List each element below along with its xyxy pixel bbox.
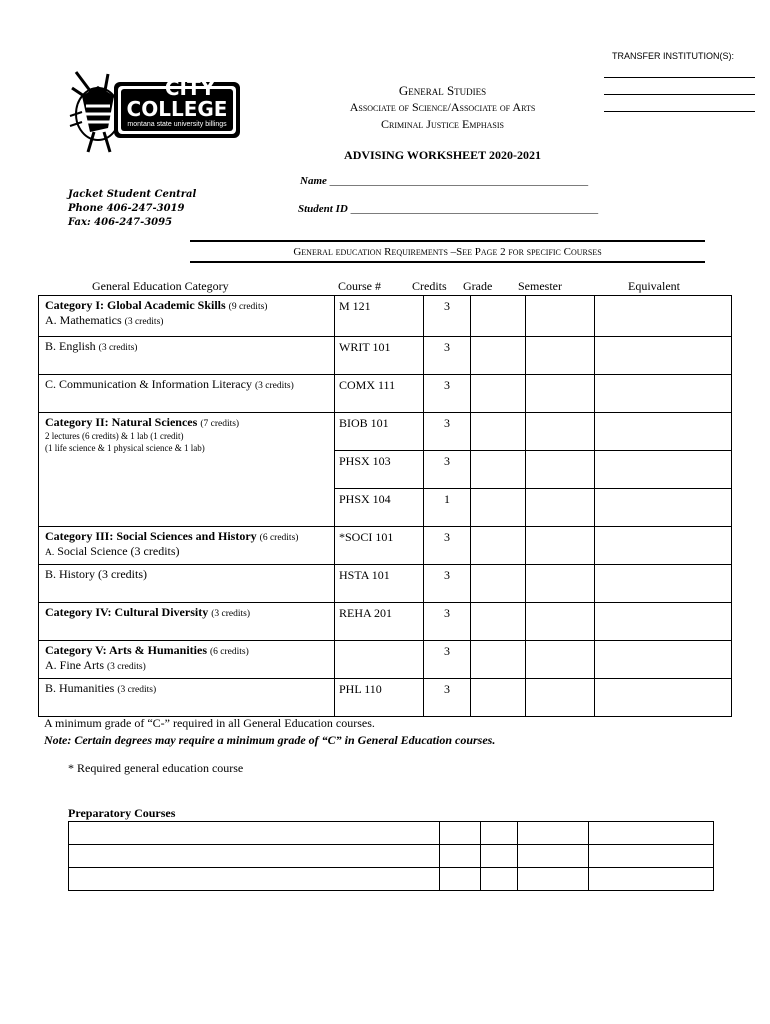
category-credits: (6 credits) [259, 533, 299, 543]
table-row [39, 527, 732, 565]
semester-cell[interactable] [526, 451, 595, 489]
credits-cell: 3 [424, 527, 471, 565]
header-course: Course # [338, 279, 381, 293]
table-row [39, 679, 732, 717]
degree-grade-note: Note: Certain degrees may require a minimum grade of “C” in General Education courses. [44, 733, 496, 747]
category-note: 2 lectures (6 credits) & 1 lab (1 credit) [45, 431, 184, 441]
prep-semester-cell[interactable] [518, 822, 589, 845]
table-row [69, 822, 714, 845]
credits-cell: 3 [424, 337, 471, 375]
prep-semester-cell[interactable] [518, 845, 589, 868]
table-row [69, 868, 714, 891]
student-id-field[interactable] [298, 203, 598, 215]
course-cell: COMX 111 [335, 375, 424, 413]
transfer-line-1[interactable] [604, 77, 755, 78]
category-title: Category III: Social Sciences and History [45, 529, 257, 543]
category-cell [39, 375, 335, 413]
contact-block [68, 188, 196, 230]
table-row [39, 603, 732, 641]
category-credits: (9 credits) [228, 302, 268, 312]
student-id-label: Student ID [298, 203, 348, 215]
prep-course-cell[interactable] [69, 868, 440, 891]
table-row [39, 641, 732, 679]
course-cell: *SOCI 101 [335, 527, 424, 565]
credits-cell: 3 [424, 565, 471, 603]
category-cell [39, 603, 335, 641]
emphasis-title: Criminal Justice Emphasis [381, 117, 504, 131]
grade-cell[interactable] [471, 413, 526, 451]
semester-cell[interactable] [526, 413, 595, 451]
required-course-note: * Required general education course [68, 761, 244, 775]
equivalent-cell[interactable] [595, 375, 732, 413]
section-rule-top [190, 240, 705, 242]
credits-cell: 3 [424, 603, 471, 641]
prep-grade-cell[interactable] [481, 868, 518, 891]
section-rule-bottom [190, 261, 705, 263]
prep-grade-cell[interactable] [481, 822, 518, 845]
subcategory-label: B. Humanities [45, 681, 115, 695]
program-title: General Studies [398, 83, 487, 98]
semester-cell[interactable] [526, 565, 595, 603]
category-cell [39, 565, 335, 603]
office-name: Jacket Student Central [68, 189, 197, 200]
equivalent-cell[interactable] [595, 641, 732, 679]
transfer-line-3[interactable] [604, 111, 755, 112]
category-credits: (7 credits) [200, 419, 240, 429]
worksheet-title: ADVISING WORKSHEET 2020-2021 [344, 148, 541, 162]
header-category: General Education Category [92, 279, 229, 293]
course-cell: PHSX 104 [335, 489, 424, 527]
course-cell: PHL 110 [335, 679, 424, 717]
table-row [39, 337, 732, 375]
city-college-logo [68, 66, 243, 156]
prep-credits-cell[interactable] [440, 845, 481, 868]
prep-equivalent-cell[interactable] [589, 822, 714, 845]
transfer-institution-label: TRANSFER INSTITUTION(S): [612, 51, 734, 61]
credits-cell: 3 [424, 641, 471, 679]
category-cell [39, 527, 335, 565]
category-credits: (6 credits) [210, 647, 249, 657]
category-cell [39, 679, 335, 717]
equivalent-cell[interactable] [595, 451, 732, 489]
logo-city-text: CITY [164, 76, 216, 100]
preparatory-courses-title: Preparatory Courses [68, 806, 176, 820]
category-title: Category I: Global Academic Skills [45, 298, 226, 312]
prep-credits-cell[interactable] [440, 868, 481, 891]
course-cell: PHSX 103 [335, 451, 424, 489]
table-row [39, 565, 732, 603]
program-title-block [300, 82, 585, 133]
subcategory-label: C. Communication & Information Literacy [45, 377, 252, 391]
subcategory-credits: (3 credits) [124, 317, 164, 327]
name-blank: _______________________________________________ [329, 175, 589, 187]
credits-cell: 3 [424, 413, 471, 451]
name-label: Name [300, 175, 327, 187]
subcategory-label: A. Mathematics [45, 313, 122, 327]
table-row [39, 413, 732, 451]
logo-college-text: COLLEGE [126, 97, 228, 121]
preparatory-table [68, 821, 714, 891]
table-row [69, 845, 714, 868]
name-field[interactable] [300, 175, 588, 187]
semester-cell[interactable] [526, 641, 595, 679]
category-cell [39, 296, 335, 337]
grade-cell[interactable] [471, 337, 526, 375]
grade-cell[interactable] [471, 296, 526, 337]
semester-cell[interactable] [526, 527, 595, 565]
course-cell: BIOB 101 [335, 413, 424, 451]
header-semester: Semester [518, 279, 562, 293]
prep-grade-cell[interactable] [481, 845, 518, 868]
header-grade: Grade [463, 279, 493, 293]
table-row [39, 375, 732, 413]
phone-number: Phone 406-247-3019 [68, 203, 185, 214]
course-cell: REHA 201 [335, 603, 424, 641]
semester-cell[interactable] [526, 337, 595, 375]
min-grade-note: A minimum grade of “C-” required in all General Education courses. [44, 716, 375, 730]
semester-cell[interactable] [526, 489, 595, 527]
prep-equivalent-cell[interactable] [589, 868, 714, 891]
prep-course-cell[interactable] [69, 845, 440, 868]
semester-cell[interactable] [526, 375, 595, 413]
prep-semester-cell[interactable] [518, 868, 589, 891]
logo-tagline: montana state university billings [127, 121, 227, 128]
header-credits: Credits [412, 279, 447, 293]
subcategory-credits: (3 credits) [98, 343, 138, 353]
grade-cell[interactable] [471, 641, 526, 679]
fax-number: Fax: 406-247-3095 [68, 217, 173, 228]
grade-cell[interactable] [471, 527, 526, 565]
equivalent-cell[interactable] [595, 337, 732, 375]
equivalent-cell[interactable] [595, 527, 732, 565]
equivalent-cell[interactable] [595, 413, 732, 451]
category-cell [39, 337, 335, 375]
category-title: Category IV: Cultural Diversity [45, 605, 209, 619]
subcategory-credits: (3 credits) [117, 685, 157, 695]
grade-cell[interactable] [471, 679, 526, 717]
equivalent-cell[interactable] [595, 296, 732, 337]
course-cell: M 121 [335, 296, 424, 337]
course-cell: WRIT 101 [335, 337, 424, 375]
subcategory-prefix: A. [45, 548, 55, 558]
prep-credits-cell[interactable] [440, 822, 481, 845]
semester-cell[interactable] [526, 296, 595, 337]
grade-cell[interactable] [471, 489, 526, 527]
semester-cell[interactable] [526, 679, 595, 717]
student-id-blank: _____________________________________________ [350, 203, 599, 215]
subcategory-label: B. History (3 credits) [45, 567, 147, 581]
semester-cell[interactable] [526, 603, 595, 641]
grade-cell[interactable] [471, 375, 526, 413]
header-equivalent: Equivalent [628, 279, 680, 293]
prep-course-cell[interactable] [69, 822, 440, 845]
category-note: (1 life science & 1 physical science & 1 lab) [45, 443, 205, 453]
credits-cell: 3 [424, 375, 471, 413]
subcategory-label: Social Science (3 credits) [57, 544, 180, 558]
course-cell: HSTA 101 [335, 565, 424, 603]
category-credits: (3 credits) [211, 609, 250, 619]
table-row [39, 296, 732, 337]
requirements-table [38, 295, 732, 717]
subcategory-label: B. English [45, 339, 96, 353]
transfer-line-2[interactable] [604, 94, 755, 95]
course-cell[interactable] [335, 641, 424, 679]
equivalent-cell[interactable] [595, 679, 732, 717]
subcategory-label: A. Fine Arts [45, 658, 105, 672]
category-title: Category II: Natural Sciences [45, 415, 198, 429]
grade-cell[interactable] [471, 565, 526, 603]
category-title: Category V: Arts & Humanities [45, 643, 207, 657]
equivalent-cell[interactable] [595, 565, 732, 603]
credits-cell: 3 [424, 679, 471, 717]
credits-cell: 3 [424, 451, 471, 489]
equivalent-cell[interactable] [595, 489, 732, 527]
subcategory-credits: (3 credits) [254, 381, 294, 391]
grade-cell[interactable] [471, 603, 526, 641]
credits-cell: 3 [424, 296, 471, 337]
category-cell [39, 413, 335, 527]
subcategory-credits: (3 credits) [107, 662, 146, 672]
credits-cell: 1 [424, 489, 471, 527]
degree-title: Associate of Science/Associate of Arts [349, 100, 536, 114]
category-cell [39, 641, 335, 679]
grade-cell[interactable] [471, 451, 526, 489]
prep-equivalent-cell[interactable] [589, 845, 714, 868]
equivalent-cell[interactable] [595, 603, 732, 641]
section-title: General education Requirements –See Page 2 for specific Courses [293, 246, 602, 258]
